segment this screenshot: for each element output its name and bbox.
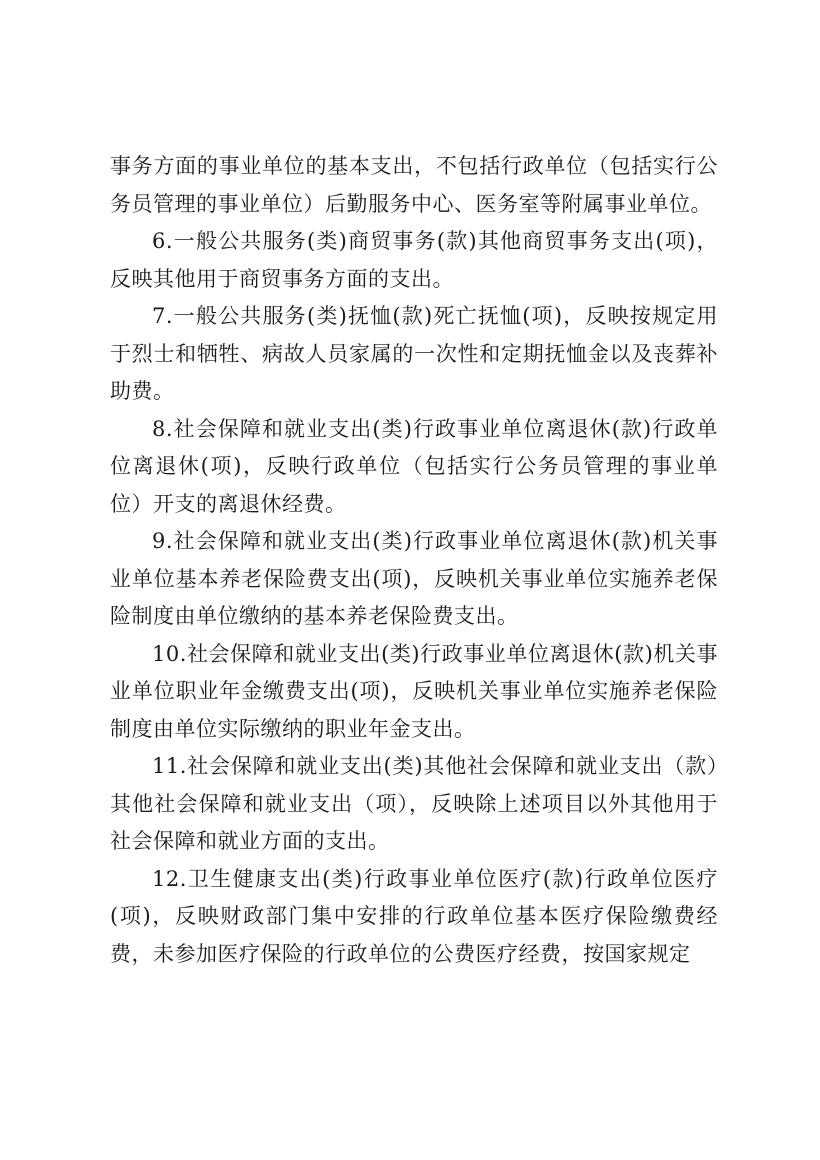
paragraph-item-11: 11.社会保障和就业支出(类)其他社会保障和就业支出（款）其他社会保障和就业支出（项），反映除上述项目以外其他用于社会保障和就业方面的支出。 [110,754,718,853]
paragraph-item-9: 9.社会保障和就业支出(类)行政事业单位离退休(款)机关事业单位基本养老保险费支出(项)，反映机关事业单位实施养老保险制度由单位缴纳的基本养老保险费支出。 [110,529,718,628]
paragraph-continuation: 事务方面的事业单位的基本支出，不包括行政单位（包括实行公务员管理的事业单位）后勤服务中心、医务室等附属事业单位。 [110,154,718,216]
paragraph-item-6: 6.一般公共服务(类)商贸事务(款)其他商贸事务支出(项)，反映其他用于商贸事务方面的支出。 [110,229,718,291]
paragraph-item-8: 8.社会保障和就业支出(类)行政事业单位离退休(款)行政单位离退休(项)，反映行政单位（包括实行公务员管理的事业单位）开支的离退休经费。 [110,416,718,516]
paragraph-item-7: 7.一般公共服务(类)抚恤(款)死亡抚恤(项)，反映按规定用于烈士和牺牲、病故人员家属的一次性和定期抚恤金以及丧葬补助费。 [110,304,718,403]
paragraph-item-12: 12.卫生健康支出(类)行政事业单位医疗(款)行政单位医疗(项)，反映财政部门集中安排的行政单位基本医疗保险缴费经费，未参加医疗保险的行政单位的公费医疗经费，按国家规定 [110,866,718,966]
paragraph-item-10: 10.社会保障和就业支出(类)行政事业单位离退休(款)机关事业单位职业年金缴费支出(项)，反映机关事业单位实施养老保险制度由单位实际缴纳的职业年金支出。 [110,641,718,741]
document-body [110,148,718,973]
